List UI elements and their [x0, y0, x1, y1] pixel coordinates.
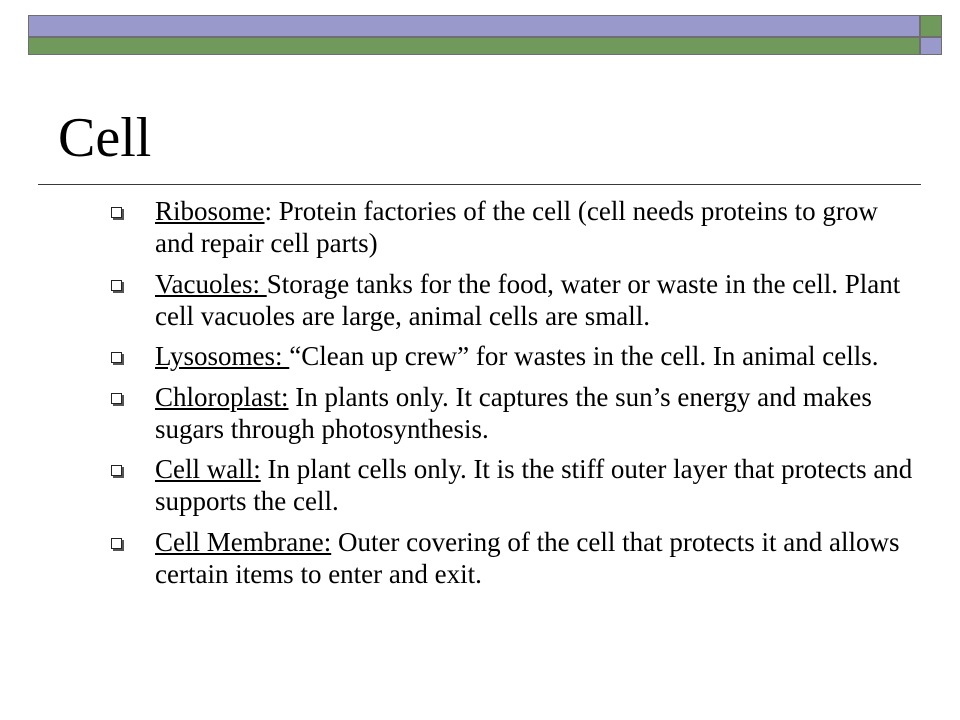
bullet-chloroplast — [105, 381, 920, 445]
square-bullet-icon — [111, 538, 122, 549]
square-bullet-icon — [111, 465, 122, 476]
bullet-term: Chloroplast: — [155, 381, 289, 412]
bullet-text: “Clean up crew” for wastes in the cell. In animal cells. — [289, 341, 879, 371]
bullet-term: Ribosome — [155, 196, 265, 226]
bullet-text: : Protein factories of the cell (cell needs proteins to grow and repair cell parts) — [155, 196, 878, 258]
bullet-term: Vacuoles: — [155, 268, 267, 299]
bullet-term: Lysosomes: — [155, 341, 290, 371]
square-bullet-icon — [111, 352, 122, 363]
square-bullet-icon — [111, 280, 122, 291]
bullet-text: Storage tanks for the food, water or waste in the cell. Plant cell vacuoles are large, animal cells are small. — [155, 268, 901, 331]
title-divider — [38, 184, 921, 185]
bullet-list — [105, 195, 920, 598]
bullet-cell-wall — [105, 453, 920, 517]
header-bar-green — [28, 37, 920, 55]
square-bullet-icon — [111, 393, 122, 404]
header-square-green — [920, 15, 942, 37]
bullet-text: In plant cells only. It is the stiff outer layer that protects and supports the cell. — [155, 454, 913, 516]
bullet-lysosomes — [105, 340, 920, 372]
header-square-purple — [920, 37, 942, 55]
bullet-term: Cell wall: — [155, 454, 261, 484]
bullet-term: Cell Membrane: — [155, 526, 332, 557]
bullet-text: In plants only. It captures the sun’s energy and makes sugars through photosynthesis. — [155, 381, 872, 444]
bullet-cell-membrane — [105, 526, 920, 590]
square-bullet-icon — [111, 207, 122, 218]
bullet-text: Outer covering of the cell that protects it and allows certain items to enter and exit. — [155, 526, 900, 589]
header-bar-purple — [28, 15, 920, 37]
bullet-vacuoles — [105, 268, 920, 332]
bullet-ribosome — [105, 195, 920, 259]
slide-title: Cell — [58, 107, 152, 169]
